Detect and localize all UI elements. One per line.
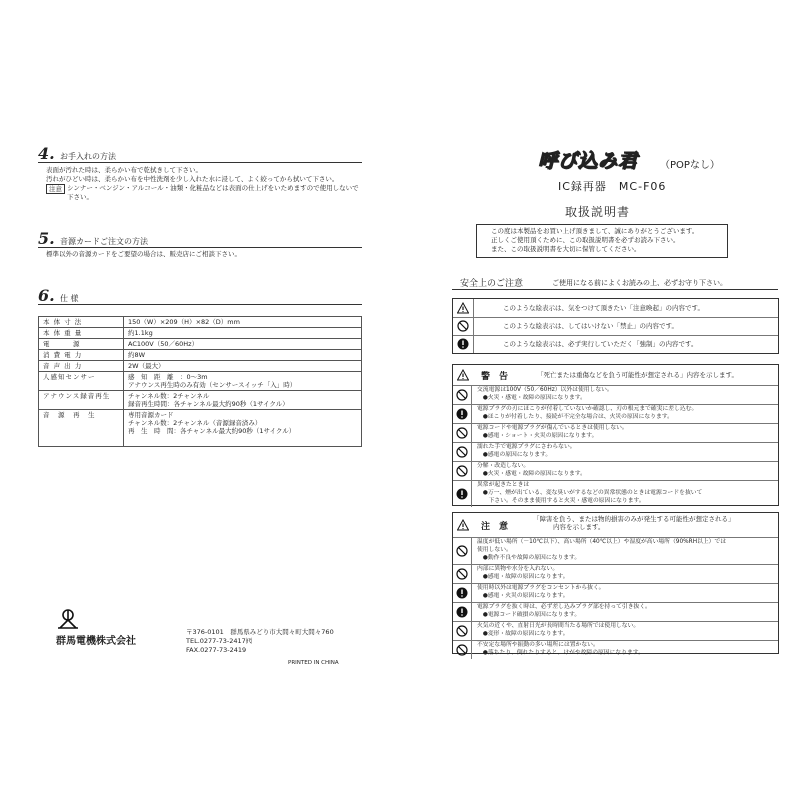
section-4-note-1: シンナー・ベンジン・アルコール・油類・化粧品などは表面の仕上げをいためますので使用しないで [67,184,359,192]
spec-value: 150（W）×209（H）×82（D）mm [124,317,362,328]
section-6-number: 6. [38,286,55,305]
item-text: 電源プラグを抜く時は、必ず差し込みプラグ部を持って引き抜く。 [477,604,651,610]
section-4-line-2: 汚れがひどい時は、柔らかい布を中性洗剤を少し入れた水に浸して、よく絞ってから拭いて下さい。 [46,175,339,183]
intro-line-2: 正しくご使用頂くために、この取扱説明書を必ずお読み下さい。 [491,236,680,244]
company-tel: TEL.0277-73-2417㈹ [186,637,253,645]
item-text: ●万一、煙が出ている、変な臭いがするなどの異常状態のときは電源コードを抜いて [477,490,703,496]
item-text: ●変形・故障の原因になります。 [477,631,569,637]
spec-key: 人感知センサー [39,372,124,391]
item-icon-column [453,537,472,659]
item-text: ●電源コード破損の原因になります。 [477,612,581,618]
note-tag: 注意 [46,184,65,194]
spec-row [39,391,362,410]
section-6-title: 仕 様 [60,294,79,303]
item-text: ●動作不良や故障の原因になります。 [477,555,581,561]
manual-title: 取扱説明書 [565,205,631,219]
company-fax: FAX.0277-73-2419 [186,646,247,654]
spec-row [39,328,362,339]
warning-icon [457,519,469,531]
intro-box [476,224,728,258]
spec-key: アナウンス録音再生 [39,391,124,410]
caution-desc-1: 「障害を負う、または物的損害のみが発生する可能性が想定される」 [533,515,735,523]
section-4-title: お手入れの方法 [60,152,116,161]
company-address: 〒376-0101 群馬県みどり市大間々町大間々760 [186,628,334,636]
item-text: ●感電・ショート・火災の原因になります。 [477,433,598,439]
item-text: ●火災・感電・故障の原因になります。 [477,395,586,401]
spec-value: 専用音源カード [128,411,174,419]
section-5-rule [38,247,362,248]
item-text: 使用時以外は電源プラグをコンセントから抜く。 [477,585,605,591]
company-name: 群馬電機株式会社 [56,636,136,647]
spec-row [39,339,362,350]
caution-box [452,512,779,654]
item-text: ●感電・火災の原因になります。 [477,593,569,599]
spec-key: 消 費 電 力 [39,350,124,361]
spec-row [39,372,362,391]
spec-value: AC100V（50／60Hz） [124,339,362,350]
caution-title: 注 意 [481,522,509,532]
model-name: IC録再器 MC-F06 [558,180,667,193]
spec-value: 録音再生時間：各チャンネル最大約90秒（1サイクル） [128,400,289,408]
item-text: ●火災・感電・故障の原因になります。 [477,471,586,477]
item-text: 電源コードや電源プラグが傷んでいるときは使用しない。 [477,425,628,431]
product-sub: （POPなし） [660,160,720,171]
intro-line-1: この度は本製品をお買い上げ頂きまして、誠にありがとうございます。 [491,227,699,235]
section-4-number: 4. [38,144,55,163]
section-6-rule [38,304,362,305]
spec-key: 本 体 寸 法 [39,317,124,328]
legend-text: このような絵表示は、気をつけて頂きたい「注意喚起」の内容です。 [503,304,704,312]
spec-row [39,317,362,328]
caution-desc-2: 内容を示します。 [553,523,605,531]
spec-value: チャンネル数：2チャンネル [128,392,210,400]
section-4-rule [38,162,362,163]
spec-value: 約8W [124,350,362,361]
legend-box [452,298,779,354]
spec-key: 音 声 出 力 [39,361,124,372]
item-text: 下さい。そのまま使用すると火災・感電の原因になります。 [477,498,645,504]
item-text: 異常が起きたときは [477,482,530,488]
item-text: ●感電の原因になります。 [477,452,552,458]
spec-row [39,410,362,447]
safety-subtitle: ご使用になる前によくお読みの上、必ずお守り下さい。 [552,279,727,287]
item-text: ●落ちたり、倒れたりすると、けがや故障の原因になります。 [477,650,644,656]
item-text: ●ほこりが付着したり、接続が不完全な場合は、火災の原因になります。 [477,414,673,420]
spec-key: 音 源 再 生 [39,410,124,447]
product-logo: 呼び込み君 [538,150,639,172]
safety-rule [452,289,778,290]
legend-text: このような絵表示は、してはいけない「禁止」の内容です。 [503,322,678,330]
item-text: 電源プラグの刃にほこりが付着していないか確認し、刃の根元まで確実に差し込む。 [477,406,698,412]
warning-box [452,364,779,506]
spec-table [38,316,362,447]
spec-key: 電 源 [39,339,124,350]
item-text: ●感電・故障の原因になります。 [477,574,569,580]
item-text: 分解・改造しない。 [477,463,530,469]
spec-value: アナウンス再生時のみ有効（センサースイッチ「入」時） [128,381,297,389]
printed-in: PRINTED IN CHINA [288,660,339,666]
section-5-line: 標準以外の音源カードをご要望の場合は、販売店にご相談下さい。 [46,250,241,258]
item-text: 不安定な場所や振動の多い場所には置かない。 [477,642,599,648]
spec-row [39,350,362,361]
spec-row [39,361,362,372]
spec-value: 約1.1kg [124,328,362,339]
item-text: 濡れた手で電源プラグにさわらない。 [477,444,576,450]
item-text: 交流電源は100V（50／60Hz）以外は使用しない。 [477,387,613,393]
section-5-title: 音源カードご注文の方法 [60,237,148,246]
safety-title: 安全上のご注意 [460,279,524,289]
company-logo-icon [56,608,80,630]
intro-line-3: また、この取扱説明書を大切に保管してください。 [491,245,641,253]
section-4-note-2: 下さい。 [67,193,93,201]
item-icon-column [453,385,472,507]
item-text: 火気の近くや、直射日光が長時間当たる場所では使用しない。 [477,623,640,629]
section-5-number: 5. [38,229,55,248]
warning-icon [457,369,469,381]
legend-divider [453,335,778,336]
spec-value: 2W（最大） [124,361,362,372]
legend-divider [453,317,778,318]
spec-value: 感 知 距 離 ：0～3m [128,373,208,381]
warning-desc: 「死亡または重傷などを負う可能性が想定される」内容を示します。 [537,371,738,379]
legend-text: このような絵表示は、必ず実行していただく「強制」の内容です。 [503,340,698,348]
item-text: 温度が低い場所（－10℃以下）、高い場所（40℃以上）や湿度が高い場所（90%RH以上）では [477,539,727,545]
section-4-line-1: 表面が汚れた時は、柔らかい布で乾拭きして下さい。 [46,166,202,174]
spec-value: 再 生 時 間：各チャンネル最大約90秒（1サイクル） [128,427,296,435]
legend-icon-column [453,299,474,353]
item-text: 内部に異物や水分を入れない。 [477,566,559,572]
item-text: 使用しない。 [477,547,512,553]
spec-key: 本 体 重 量 [39,328,124,339]
spec-value: チャンネル数：2チャンネル（音源録音済み） [128,419,262,427]
warning-title: 警 告 [481,372,509,382]
